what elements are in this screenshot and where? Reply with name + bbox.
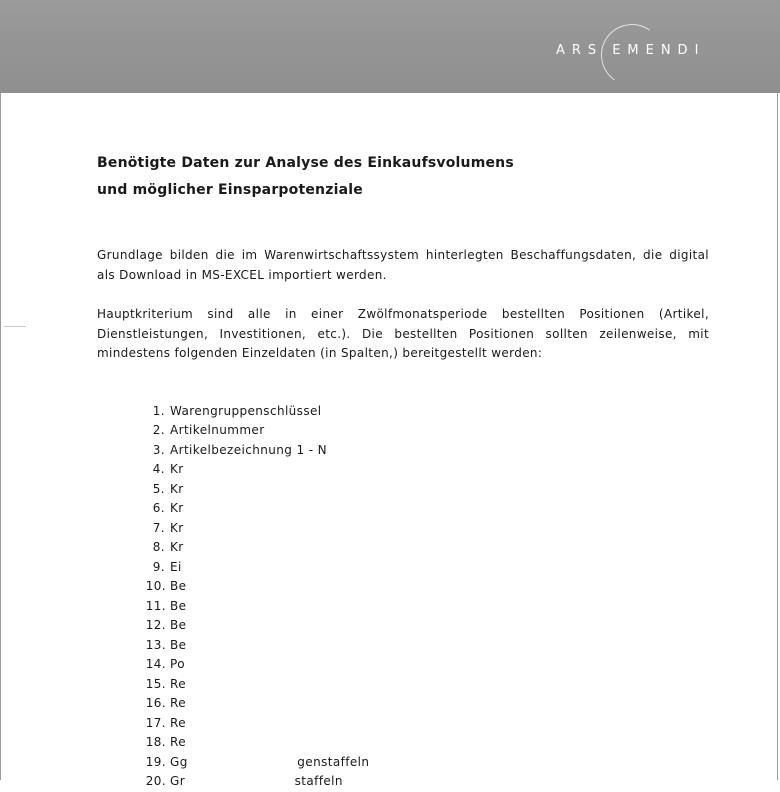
criteria-paragraph: Hauptkriterium sind alle in einer Zwölfmonatsperiode bestellten Positionen (Artikel, Dienstleistungen, Investitionen, etc.). Die bestellten Positionen sollten zeilenweise, mit mindestens folgenden Einzeldaten (in Spalten,) bereitgestellt werden: — [97, 307, 709, 360]
list-item-number: 12. — [145, 618, 166, 632]
list-item-number: 15. — [145, 676, 166, 691]
list-item-number: 6. — [152, 501, 165, 515]
title-line-2: und möglicher Einsparpotenziale — [97, 182, 363, 198]
list-item — [97, 675, 709, 695]
list-item-text: Re — [170, 735, 186, 749]
list-item-number: 18. — [145, 735, 166, 749]
list-item — [97, 597, 709, 617]
logo-arc-icon — [596, 19, 668, 91]
data-field-list — [97, 402, 709, 792]
list-item — [97, 519, 709, 539]
list-item — [97, 480, 709, 500]
list-item — [97, 733, 709, 753]
list-item-text: Gg genstaffeln — [170, 754, 370, 769]
document-title — [97, 150, 709, 204]
list-item-number: 19. — [145, 754, 166, 769]
list-item-text: Kr — [170, 501, 184, 515]
list-item-number: 8. — [152, 540, 165, 554]
list-item-number: 17. — [145, 715, 166, 730]
list-item-text: Artikelbezeichnung 1 - N — [170, 442, 328, 457]
list-item-number: 3. — [152, 442, 165, 457]
list-item-number: 1. — [152, 403, 165, 418]
list-item — [97, 772, 709, 792]
list-item — [97, 441, 709, 461]
list-item-text: Re — [170, 715, 186, 730]
list-item-text: Warengruppenschlüssel — [170, 403, 322, 418]
list-item-text: Re — [170, 696, 186, 710]
list-item-number: 13. — [145, 637, 166, 652]
list-item-text: Gr staffeln — [170, 774, 343, 788]
logo-text-right: EMENDI — [612, 42, 706, 58]
list-item — [97, 655, 709, 675]
list-item — [97, 694, 709, 714]
list-item-text: Kr — [170, 520, 184, 535]
list-item-text: Kr — [170, 481, 184, 496]
list-item — [97, 402, 709, 422]
list-item-text: Be — [170, 579, 187, 593]
list-item-number: 16. — [145, 696, 166, 710]
list-item-text: Be — [170, 637, 187, 652]
list-item-text: Ei — [170, 559, 182, 574]
list-item-number: 14. — [145, 657, 166, 671]
intro-paragraph: Grundlage bilden die im Warenwirtschaftssystem hinterlegten Beschaffungsdaten, die digital als Download in MS-EXCEL importiert werden. — [97, 248, 709, 282]
list-item-text: Kr — [170, 540, 184, 554]
list-item-number: 11. — [145, 598, 166, 613]
list-item — [97, 538, 709, 558]
list-item — [97, 558, 709, 578]
header-band — [0, 0, 780, 93]
list-item — [97, 714, 709, 734]
list-item — [97, 753, 709, 773]
list-item-text: Po — [170, 657, 185, 671]
page-margin-mark — [4, 326, 26, 327]
list-item-number: 10. — [145, 579, 166, 593]
logo-text-left: ARS — [556, 42, 604, 58]
list-item-number: 9. — [152, 559, 165, 574]
list-item — [97, 421, 709, 441]
list-item — [97, 499, 709, 519]
list-item — [97, 577, 709, 597]
list-item-text: Kr — [170, 462, 184, 476]
list-item — [97, 460, 709, 480]
list-item-number: 20. — [145, 774, 166, 788]
list-item-number: 2. — [152, 423, 165, 437]
list-item — [97, 616, 709, 636]
list-item-text: Be — [170, 598, 187, 613]
ars-emendi-logo — [556, 38, 705, 62]
list-item-number: 7. — [152, 520, 165, 535]
document-body — [97, 150, 709, 792]
list-item-text: Re — [170, 676, 186, 691]
list-item-number: 4. — [152, 462, 165, 476]
list-item — [97, 636, 709, 656]
list-item-text: Be — [170, 618, 187, 632]
title-line-1: Benötigte Daten zur Analyse des Einkaufsvolumens — [97, 155, 514, 171]
list-item-text: Artikelnummer — [170, 423, 265, 437]
list-item-number: 5. — [152, 481, 165, 496]
